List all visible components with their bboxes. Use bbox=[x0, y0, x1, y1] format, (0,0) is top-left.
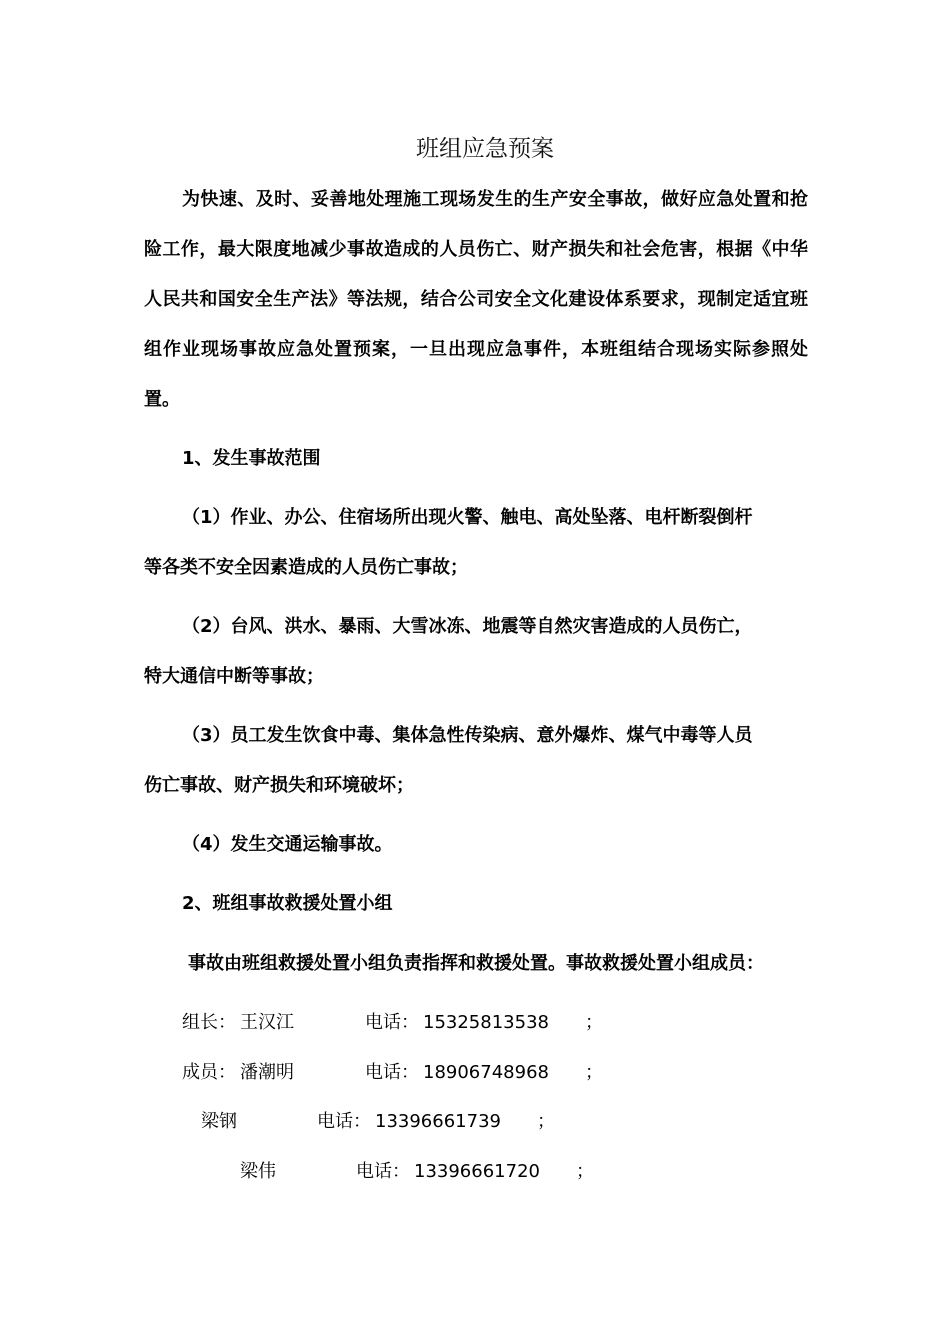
scope-item-3-line1: （3）员工发生饮食中毒、集体急性传染病、意外爆炸、煤气中毒等人员 bbox=[182, 725, 753, 746]
member-row bbox=[182, 1010, 612, 1036]
phone-number: 15325813538 bbox=[423, 1012, 549, 1033]
member-name: 梁钢 bbox=[201, 1111, 237, 1132]
scope-item-1-line1: （1）作业、办公、住宿场所出现火警、触电、高处坠落、电杆断裂倒杆 bbox=[182, 507, 753, 528]
phone-label: 电话： bbox=[356, 1161, 410, 1182]
scope-item-4: （4）发生交通运输事故。 bbox=[182, 834, 393, 855]
phone-label: 电话： bbox=[365, 1062, 419, 1083]
row-end: ； bbox=[576, 1161, 594, 1182]
phone-label: 电话： bbox=[365, 1012, 419, 1033]
scope-item-2-line1: （2）台风、洪水、暴雨、大雪冰冻、地震等自然灾害造成的人员伤亡， bbox=[182, 616, 753, 637]
section2-heading: 2、班组事故救援处置小组 bbox=[182, 893, 393, 914]
phone-number: 13396661720 bbox=[414, 1161, 540, 1182]
section1-heading: 1、发生事故范围 bbox=[182, 448, 321, 469]
phone-label: 电话： bbox=[317, 1111, 371, 1132]
member-role: 组长： bbox=[182, 1012, 236, 1033]
member-row bbox=[201, 1109, 581, 1135]
scope-item-3-line2: 伤亡事故、财产损失和环境破坏； bbox=[144, 775, 414, 796]
row-end: ； bbox=[537, 1111, 555, 1132]
phone-number: 13396661739 bbox=[375, 1111, 501, 1132]
document-title: 班组应急预案 bbox=[416, 136, 554, 162]
member-row bbox=[240, 1159, 620, 1185]
member-role: 成员： bbox=[182, 1062, 236, 1083]
member-row bbox=[182, 1060, 612, 1086]
row-end: ； bbox=[585, 1012, 603, 1033]
intro-paragraph: 为快速、及时、妥善地处理施工现场发生的生产安全事故，做好应急处置和抢险工作，最大限度地减少事故造成的人员伤亡、财产损失和社会危害，根据《中华人民共和国安全生产法》等法规，结合公司安全文化建设体系要求，现制定适宜班组作业现场事故应急处置预案，一旦出现应急事件，本班组结合现场实际参照处置。 bbox=[144, 189, 808, 410]
member-name: 王汉江 bbox=[240, 1012, 294, 1033]
scope-item-2-line2: 特大通信中断等事故； bbox=[144, 666, 324, 687]
row-end: ； bbox=[585, 1062, 603, 1083]
scope-item-1-line2: 等各类不安全因素造成的人员伤亡事故； bbox=[144, 557, 468, 578]
member-name: 潘潮明 bbox=[240, 1062, 294, 1083]
phone-number: 18906748968 bbox=[423, 1062, 549, 1083]
section2-intro: 事故由班组救援处置小组负责指挥和救援处置。事故救援处置小组成员： bbox=[188, 953, 764, 974]
member-name: 梁伟 bbox=[240, 1161, 276, 1182]
